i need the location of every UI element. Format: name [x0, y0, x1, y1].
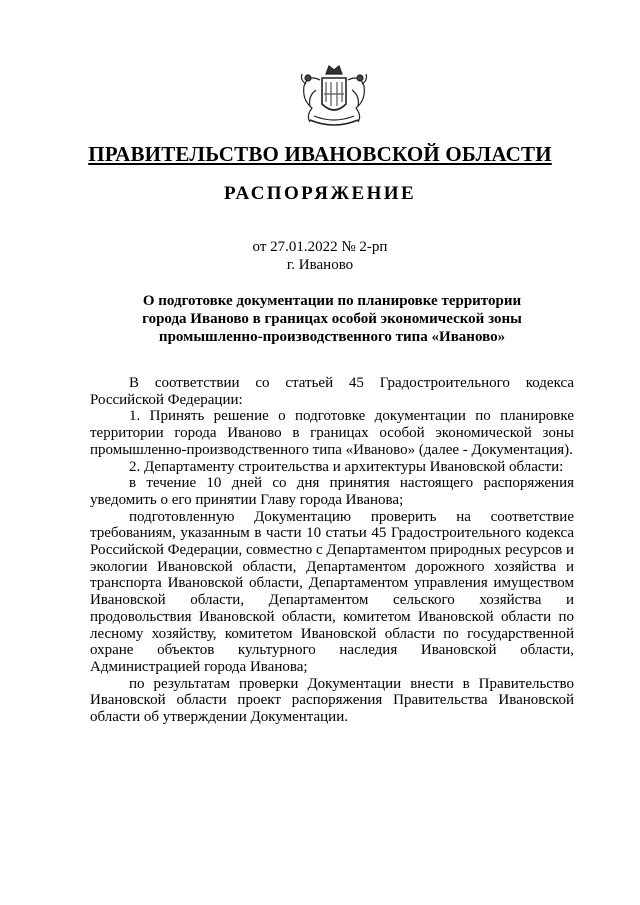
document-type: РАСПОРЯЖЕНИЕ	[223, 183, 417, 204]
paragraph-item-2-submit: по результатам проверки Документации внести в Правительство Ивановской области проект распоряжения Правительства Ивановской области об утверждении Документации.	[90, 675, 574, 726]
date-number: от 27.01.2022 № 2-рп	[252, 239, 388, 255]
paragraph-item-2-notify: в течение 10 дней со дня принятия настоящего распоряжения уведомить о его принятии Главу города Иванова;	[90, 475, 574, 508]
paragraph-item-2: 2. Департаменту строительства и архитектуры Ивановской области:	[129, 458, 564, 475]
document-subject	[90, 292, 574, 346]
paragraph-item-2-check: подготовленную Документацию проверить на соответствие требованиям, указанным в части 10 статьи 45 Градостроительного кодекса Российской Федерации, совместно с Департаментом природных ресурсов и экологии Ивановской области, Департаментом дорожного хозяйства и транспорта Ивановской области, Департаментом управления имуществом Ивановской области, Департаментом сельского хозяйства и продовольствия Ивановской области, комитетом Ивановской области по лесному хозяйству, комитетом Ивановской области по государственной охране объектов культурного наследия Ивановской области, Администрацией города Иванова;	[90, 508, 574, 675]
city: г. Иваново	[286, 257, 354, 273]
government-name: ПРАВИТЕЛЬСТВО ИВАНОВСКОЙ ОБЛАСТИ	[88, 142, 552, 166]
coat-of-arms-icon	[296, 60, 372, 128]
subject-line: города Иваново в границах особой экономической зоны	[142, 311, 522, 327]
subject-line: промышленно-производственного типа «Иваново»	[158, 329, 506, 345]
date-block	[0, 238, 640, 274]
subject-line: О подготовке документации по планировке территории	[142, 293, 522, 309]
paragraph-preamble: В соответствии со статьей 45 Градостроительного кодекса Российской Федерации:	[90, 375, 574, 408]
paragraph-item-1: 1. Принять решение о подготовке документации по планировке территории города Иваново в границах особой экономической зоны промышленно-производственного типа «Иваново» (далее - Документация).	[90, 408, 574, 458]
document-body	[90, 375, 574, 726]
